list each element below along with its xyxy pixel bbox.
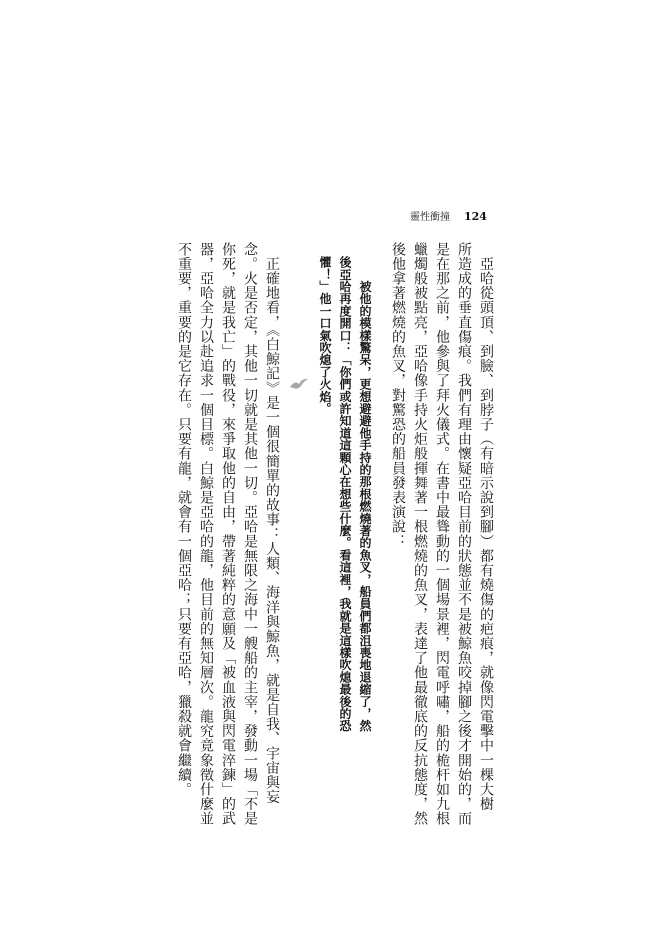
bird-ornament-icon <box>289 376 309 390</box>
para1-column: 是在那之前，他參與了拜火儀式。在書中最聳動的一個場景裡，閃電呼嘯，船的桅杆如九根 <box>434 242 450 826</box>
para1-column: 蠟燭般被點亮，亞哈像手持火炬般揮舞著一根燃燒的魚叉，表達了他最徹底的反抗態度，然 <box>412 242 428 826</box>
para1-column: 亞哈從頭頂、到臉、到脖子（有暗示說到腳）都有燒傷的疤痕，就像閃電擊中一棵大樹 <box>478 242 494 812</box>
running-head <box>410 208 487 223</box>
para2-column: 念。火是否定，其他一切就是其他一切。亞哈是無限之海中一艘船的主宰，發動一場「不是 <box>242 242 258 826</box>
para2-column: 不重要，重要的是它存在。只要有龍，就會有一個亞哈；只要有亞哈，獵殺就會繼續。 <box>176 242 192 797</box>
para1-column: 所造成的垂直傷痕。我們有理由懷疑亞哈目前的狀態並不是被鯨魚咬掉腳之後才開始的，而 <box>456 242 472 826</box>
quote-column: 被他的模樣驚呆，更想避避他手持的那根燃燒著的魚叉，船員們都沮喪地退縮了，然 <box>358 256 372 732</box>
running-head-title: 靈性衝撞 <box>410 212 450 223</box>
quote-column: 後亞哈再度開口：「你們或許知道這顆心在想些什麼。看這裡，我就是這樣吹熄最後的恐 <box>338 256 352 732</box>
page-number: 124 <box>464 210 487 223</box>
para1-column: 後他拿著燃燒的魚叉，對驚恐的船員發表演說： <box>390 242 406 549</box>
para2-column: 正確地看，《白鯨記》是一個很簡單的故事：人類、海洋與鯨魚，就是自我、宇宙與妄 <box>264 242 280 805</box>
para2-column: 你死，就是我亡」的戰役，來爭取他的自由，帶著純粹的意願及「被血液與閃電淬鍊」的武 <box>220 242 236 826</box>
para2-column: 器，亞哈全力以赴追求一個目標。白鯨是亞哈的龍，他目前的無知層次。龍究竟象徵什麼並 <box>198 242 214 826</box>
quote-column: 懼！」他一口氣吹熄了火焰。 <box>318 256 332 415</box>
